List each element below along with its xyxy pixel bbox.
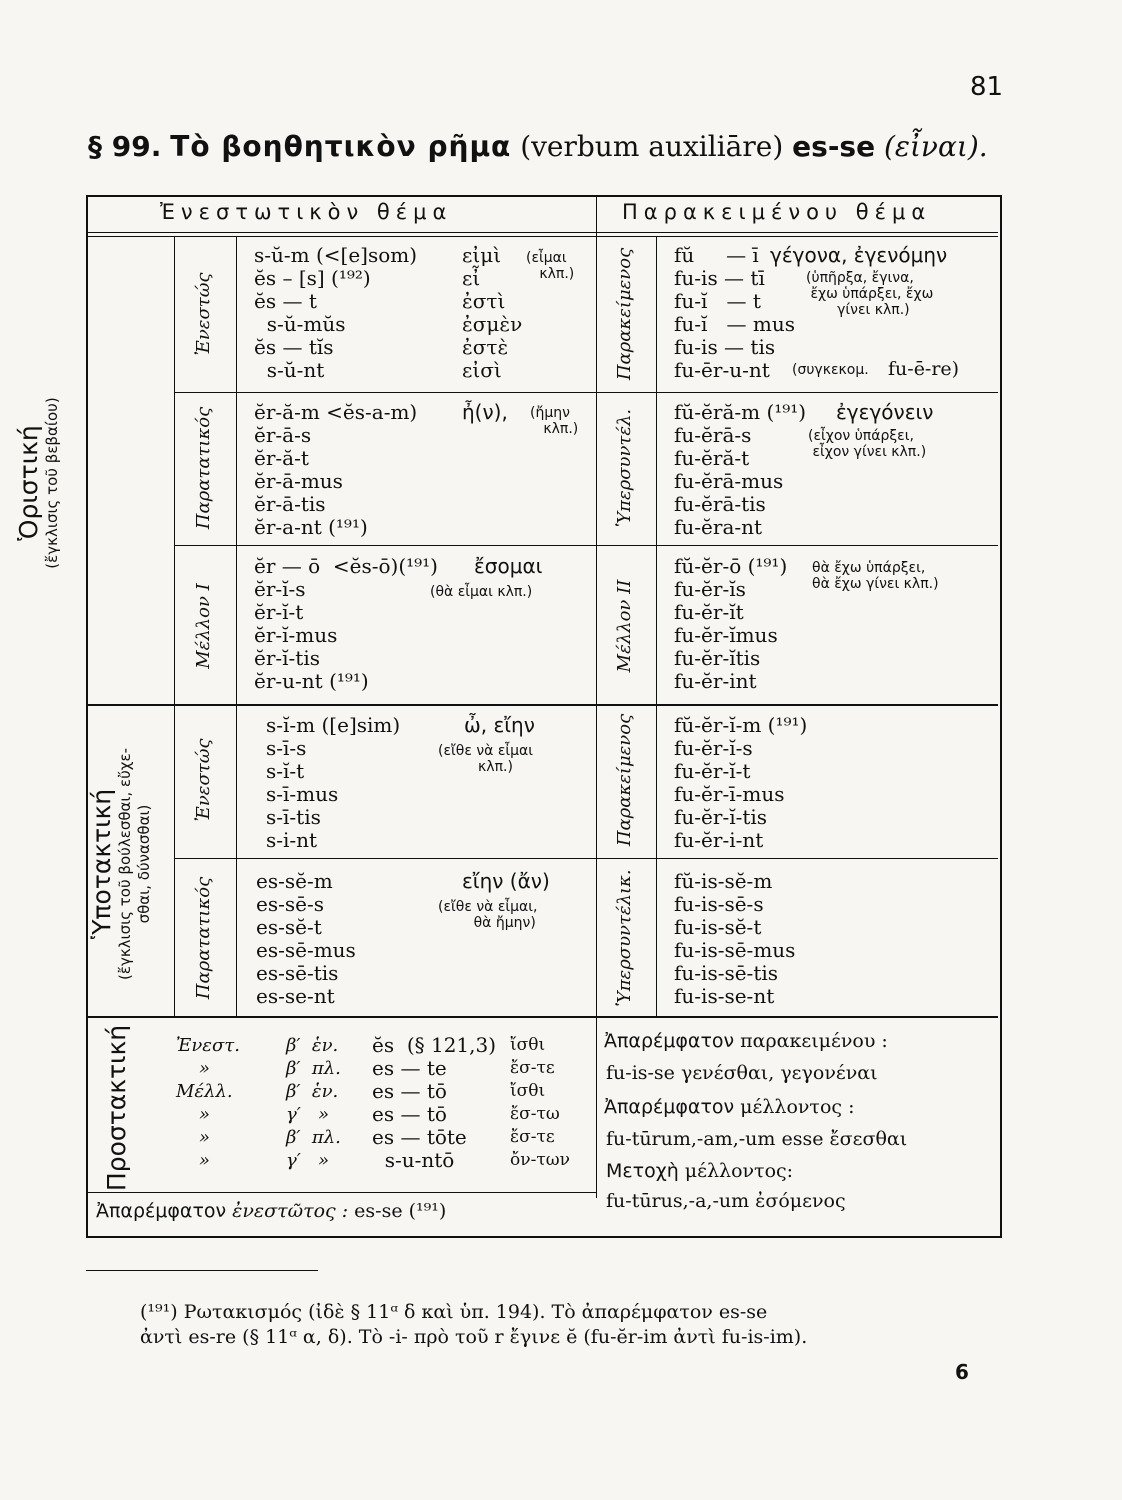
ind-perfect-forms: fŭ — ī fu-is — tī fu-ĭ — t fu-ĭ — mus fu-is — tis fu-ēr-u-nt xyxy=(674,243,795,382)
subj-imperfect-greek: εἴην (ἄν) xyxy=(462,869,550,893)
mood-indicative-label: Ὁριστική xyxy=(14,425,43,541)
ind-present-note: (εἶμαι κλπ.) xyxy=(526,250,575,282)
footnote: (¹⁹¹) Ρωτακισμός (ἰδὲ § 11ᵅ δ καὶ ὑπ. 194). Τὸ ἀπαρέμφατον es-se ἀντὶ es-re (§ 11ᵅ α, δ). Τὸ -i- πρὸ τοῦ r ἔγινε ĕ (fu-ĕr-im ἀντὶ fu-is-im). xyxy=(140,1301,808,1348)
section-title xyxy=(88,130,988,163)
ind-imperfect-note: (ἤμην κλπ.) xyxy=(530,405,579,437)
subj-pluperfect-forms: fŭ-is-sĕ-m fu-is-sē-s fu-is-sĕ-t fu-is-sē-mus fu-is-sē-tis fu-is-se-nt xyxy=(674,869,796,1008)
imp-labels: Ἐνεστ. » Μέλλ. » » » xyxy=(176,1035,240,1171)
tense-subj-pluperfect: Ὑπερσυντέλικ. xyxy=(614,869,635,1007)
mood-subjunctive-sub1: (ἔγκλισις τοῦ βούλεσθαι, εὔχε- xyxy=(116,748,134,981)
ind-pluperfect-note: (εἶχον ὑπάρξει, εἶχον γίνει κλπ.) xyxy=(808,428,927,460)
ind-future2-note: θὰ ἔχω ὑπάρξει, θὰ ἔχω γίνει κλπ.) xyxy=(812,560,939,592)
imp-greek: ἴσθι ἔσ-τε ἴσθι ἔσ-τω ἔσ-τε ὄν-των xyxy=(510,1035,570,1170)
row-rule-1 xyxy=(174,392,998,393)
ind-present-greek: εἰμὶ εἶ ἐστὶ ἐσμὲν ἐστὲ εἰσὶ xyxy=(462,243,523,382)
imp-persons: β′ ἑν. β′ πλ. β′ ἑν. γ′ » β′ πλ. γ′ » xyxy=(286,1035,341,1171)
perfect-infinitive-heading xyxy=(604,1030,888,1052)
footnote-rule xyxy=(86,1270,318,1271)
subj-present-note: (εἴθε νὰ εἶμαι κλπ.) xyxy=(438,743,534,775)
signature-mark: 6 xyxy=(955,1360,969,1384)
mood-indicative xyxy=(14,328,90,638)
tense-subj-perfect: Παρακείμενος xyxy=(614,713,635,847)
ind-future2-forms: fŭ-ĕr-ō (¹⁹¹) fu-ĕr-ĭs fu-ĕr-ĭt fu-ĕr-ĭmus fu-ĕr-ĭtis fu-ĕr-int xyxy=(674,554,788,693)
subj-present-greek: ὦ, εἴην xyxy=(464,713,535,737)
ind-imperfect-greek: ἦ(ν), xyxy=(462,400,508,424)
future-infinitive-form: fu-tūrum,-am,-um esse ἔσεσθαι xyxy=(606,1128,908,1150)
future-infinitive-rest: μέλλοντος : xyxy=(740,1096,855,1118)
tense-subj-imperfect: Παρατατικός xyxy=(193,876,214,1000)
ind-perfect-alt: fu-ē-re) xyxy=(888,358,960,380)
header-rule xyxy=(88,232,998,233)
tense-divider-right xyxy=(656,236,657,1016)
perfect-infinitive-label: Ἀπαρέμφατον xyxy=(604,1030,735,1052)
present-infinitive xyxy=(96,1200,446,1222)
tense-present: Ἐνεστώς xyxy=(193,272,214,356)
ind-pluperfect-forms: fŭ-ĕră-m (¹⁹¹) fu-ĕrā-s fu-ĕră-t fu-ĕrā-mus fu-ĕrā-tis fu-ĕra-nt xyxy=(674,400,807,539)
ind-perfect-note: (ὑπῆρξα, ἔγινα, ἔχω ὑπάρξει, ἔχω γίνει κλπ.) xyxy=(806,270,934,318)
present-infinitive-label: Ἀπαρέμφατον xyxy=(96,1200,227,1222)
perfect-infinitive-rest: παρακειμένου : xyxy=(740,1030,888,1052)
subj-perfect-forms: fŭ-ĕr-ĭ-m (¹⁹¹) fu-ĕr-ĭ-s fu-ĕr-ĭ-t fu-ĕr-ī-mus fu-ĕr-ĭ-tis fu-ĕr-i-nt xyxy=(674,713,808,852)
present-infinitive-tense: ἐνεστῶτος : xyxy=(232,1200,349,1222)
ind-pluperfect-greek: ἐγεγόνειν xyxy=(836,400,934,424)
mood-subjunctive xyxy=(87,709,163,1019)
ind-future1-forms: ĕr — ō <ĕs-ō)(¹⁹¹) ĕr-ĭ-s ĕr-ĭ-t ĕr-ĭ-mus ĕr-ĭ-tis ĕr-u-nt (¹⁹¹) xyxy=(254,554,438,693)
future-infinitive-label: Ἀπαρέμφατον xyxy=(604,1096,735,1118)
tense-future2: Μέλλον ΙΙ xyxy=(614,579,635,673)
mood-imperative-label: Προστακτική xyxy=(102,1024,131,1192)
title-latin: (verbum auxiliāre) xyxy=(520,130,784,163)
row-rule-3 xyxy=(174,858,998,859)
title-gloss: (εἶναι). xyxy=(884,130,988,163)
mood-indicative-sub: (ἔγκλισις τοῦ βεβαίου) xyxy=(43,397,61,569)
mood-divider xyxy=(174,236,175,1016)
tense-perfect: Παρακείμενος xyxy=(614,247,635,381)
infinitive-rule xyxy=(88,1192,596,1193)
mood-imperative xyxy=(102,1018,138,1198)
subj-present-forms: s-ĭ-m ([e]sim) s-ī-s s-ĭ-t s-ī-mus s-ī-tis s-i-nt xyxy=(266,713,401,852)
row-rule-2 xyxy=(174,545,998,546)
subj-imperfect-forms: es-sĕ-m es-sē-s es-sĕ-t es-sē-mus es-sē-tis es-se-nt xyxy=(256,869,356,1008)
section-number: § 99. xyxy=(88,130,162,163)
present-infinitive-form: es-se (¹⁹¹) xyxy=(354,1200,447,1222)
tense-pluperfect: Ὑπερσυντέλ. xyxy=(614,408,635,528)
mood-rule-2 xyxy=(88,1016,998,1018)
ind-future1-note: (θὰ εἶμαι κλπ.) xyxy=(430,584,533,600)
ind-perfect-greek: γέγονα, ἐγενόμην xyxy=(770,243,948,267)
imp-forms: ĕs (§ 121,3) es — te es — tō es — tō es — tōte s-u-ntō xyxy=(372,1033,497,1172)
future-participle-label: Μετοχὴ xyxy=(606,1160,679,1182)
future-participle-rest: μέλλοντος: xyxy=(684,1160,794,1182)
ind-perfect-note2: (συγκεκομ. xyxy=(792,362,869,378)
tense-future1: Μέλλον Ι xyxy=(193,583,214,669)
mood-subjunctive-label: Ὑποτακτική xyxy=(87,788,116,940)
tense-divider-left xyxy=(236,236,237,1016)
future-participle-form: fu-tūrus,-a,-um ἐσόμενος xyxy=(606,1190,846,1212)
subj-imperfect-note: (εἴθε νὰ εἶμαι, θὰ ἤμην) xyxy=(438,899,538,931)
tense-imperfect: Παρατατικός xyxy=(193,406,214,530)
header-perfect-stem: Παρακειμένου θέμα xyxy=(622,200,932,224)
mood-rule-1 xyxy=(88,704,998,706)
title-greek: Τὸ βοηθητικὸν ρῆμα xyxy=(170,130,512,163)
ind-future1-greek: ἔσομαι xyxy=(474,554,543,578)
tense-subj-present: Ἐνεστώς xyxy=(193,738,214,822)
mood-subjunctive-sub2: σθαι, δύνασθαι) xyxy=(135,804,153,924)
header-rule-2 xyxy=(88,236,998,237)
future-participle-heading xyxy=(606,1160,793,1182)
future-infinitive-heading xyxy=(604,1096,854,1118)
ind-present-forms: s-ŭ-m (<[e]som) ĕs – [s] (¹⁹²) ĕs — t s-ŭ-mŭs ĕs — tĭs s-ŭ-nt xyxy=(254,243,418,382)
ind-imperfect-forms: ĕr-ă-m <ĕs-a-m) ĕr-ā-s ĕr-ă-t ĕr-ā-mus ĕr-ā-tis ĕr-a-nt (¹⁹¹) xyxy=(254,400,418,539)
page-number: 81 xyxy=(970,72,1004,102)
stem-divider xyxy=(596,196,597,1198)
header-present-stem: Ἐνεστωτικὸν θέμα xyxy=(160,200,453,224)
title-verb: es-se xyxy=(792,130,876,163)
perfect-infinitive-form: fu-is-se γενέσθαι, γεγονέναι xyxy=(606,1062,878,1084)
